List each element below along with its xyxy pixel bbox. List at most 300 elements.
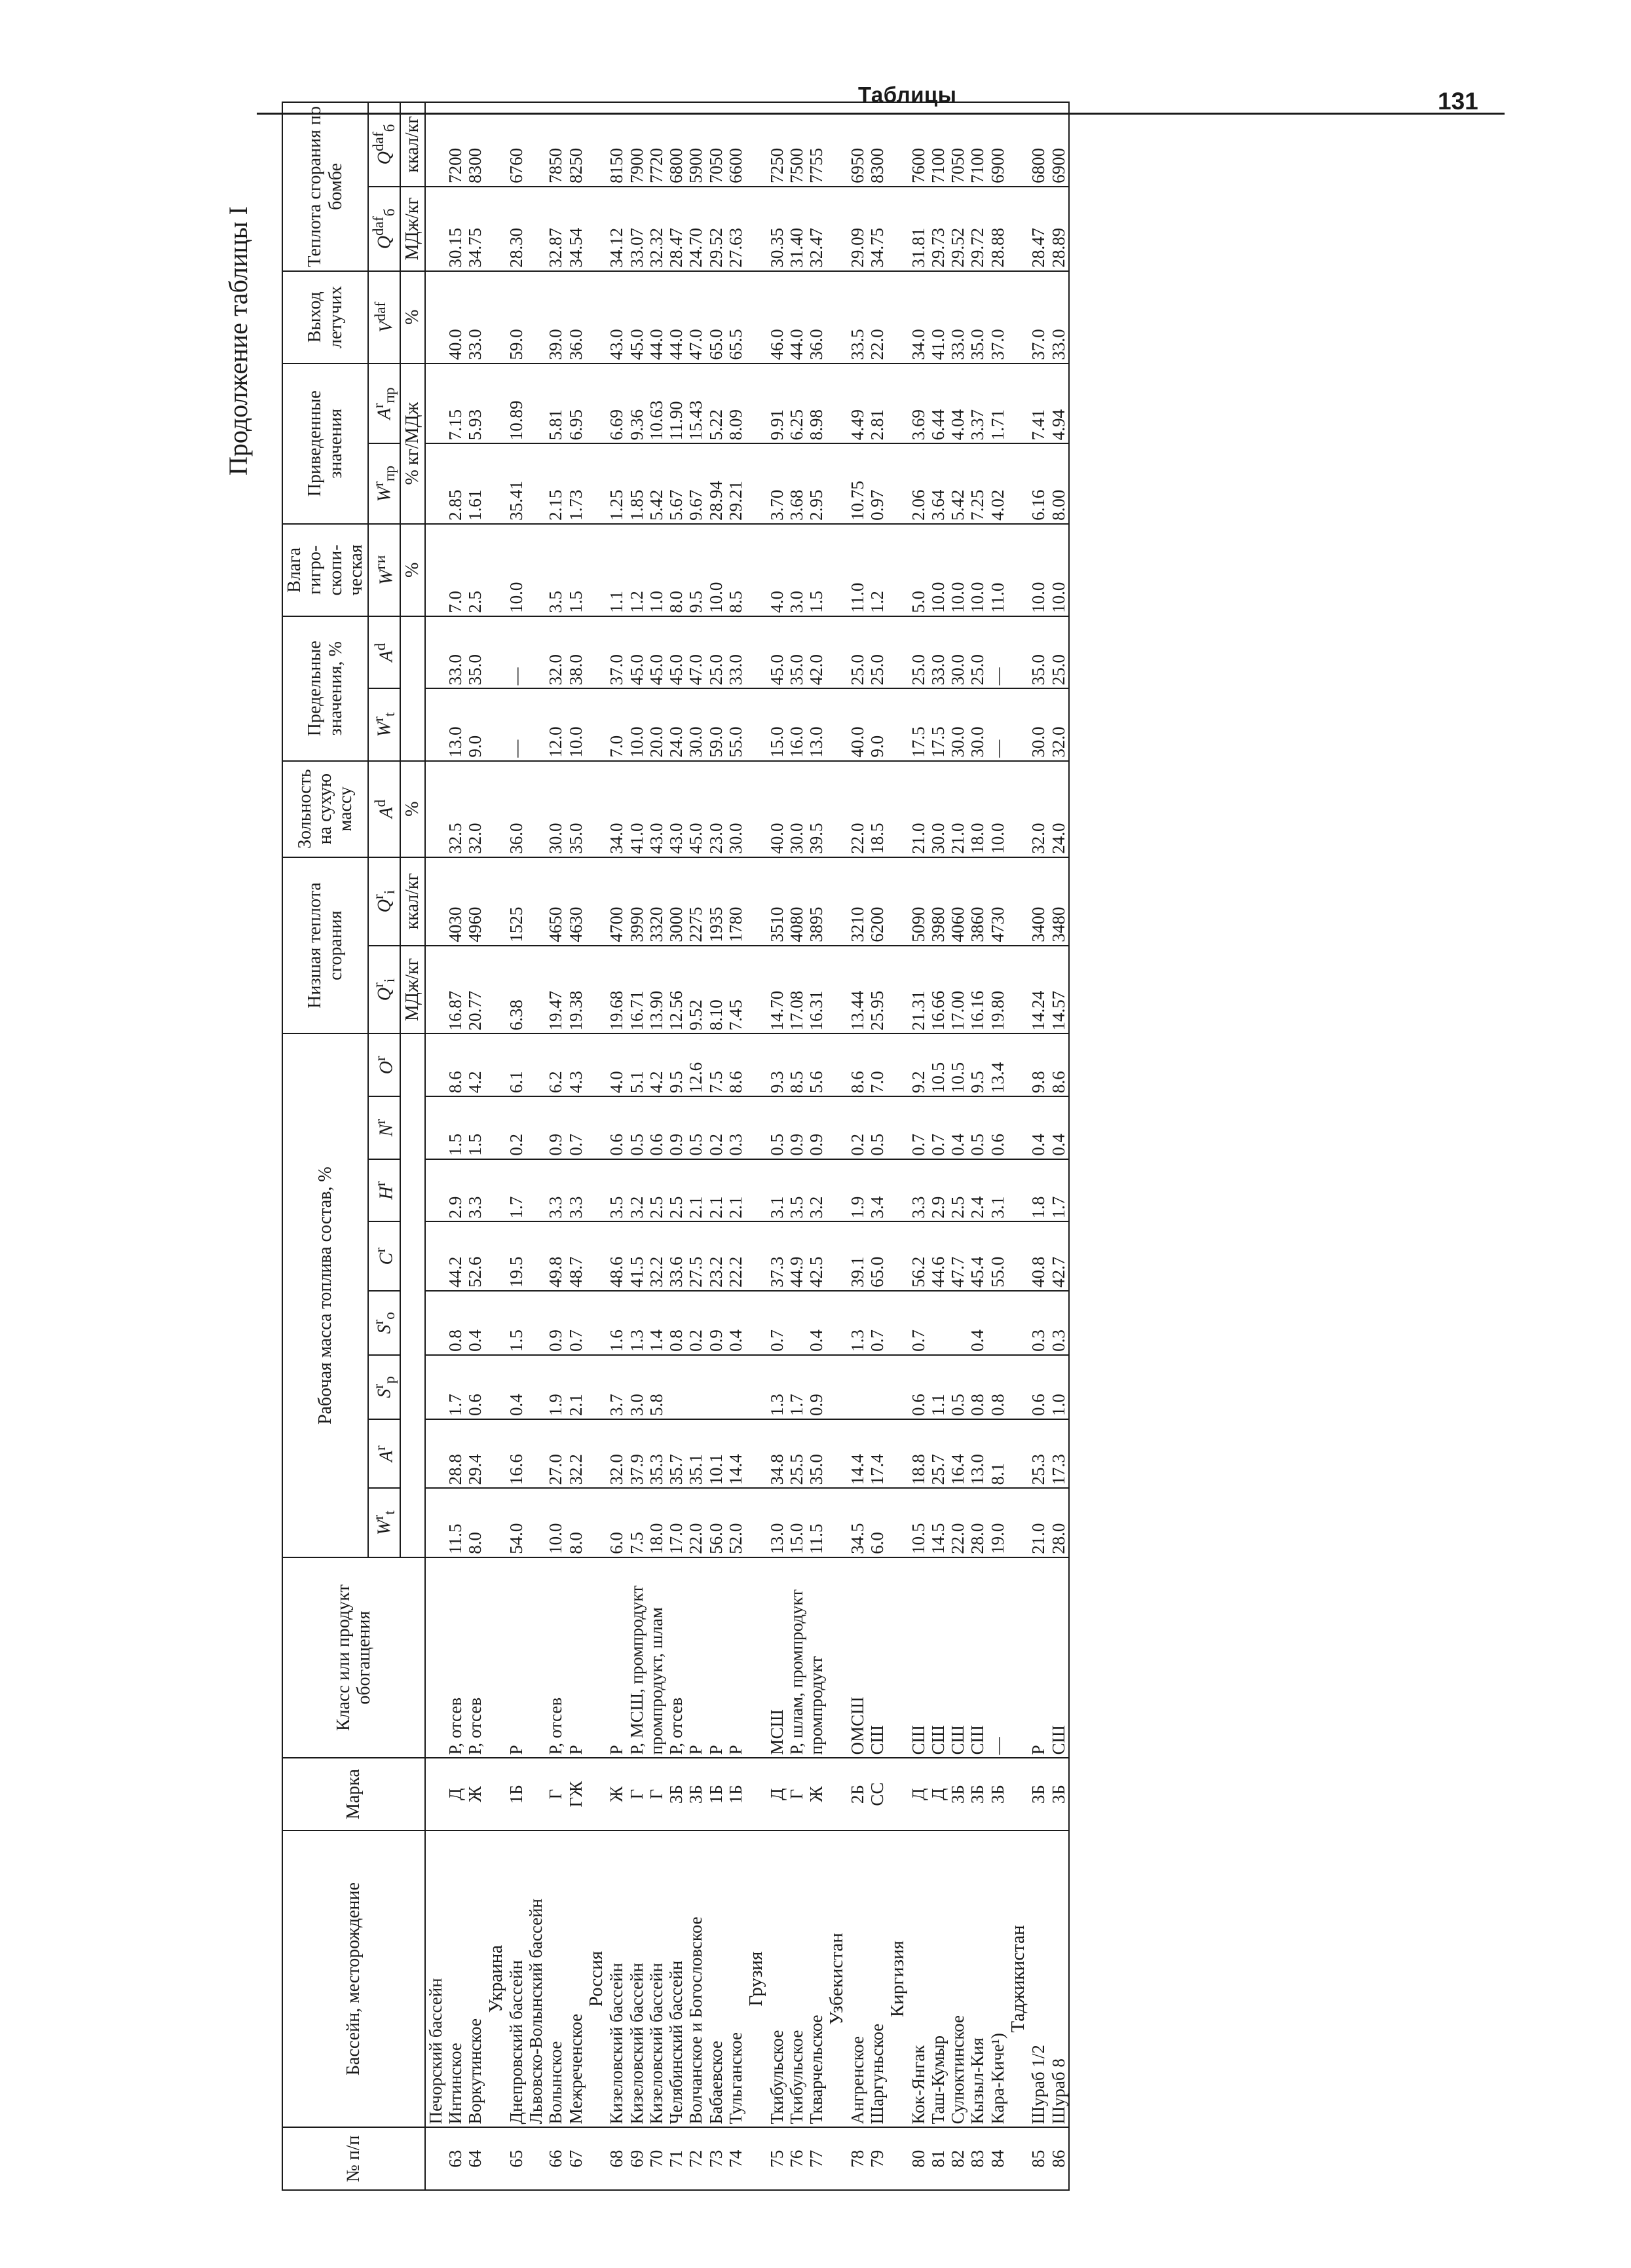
cell-qb2: 6800	[666, 102, 686, 187]
table-row	[506, 102, 526, 2190]
cell-la	[485, 616, 506, 688]
deposit-name: Ангренское	[848, 1831, 867, 2128]
cell-so: 1.6	[607, 1291, 626, 1355]
cell-o	[425, 1033, 445, 1096]
cell-wgi: 5.0	[909, 524, 928, 616]
cell-a: 17.3	[1049, 1419, 1069, 1488]
deposit-name: Сулюктинское	[948, 1831, 967, 2128]
coal-grade: Ж	[806, 1758, 826, 1830]
cell-klass	[1007, 1557, 1028, 1758]
unit-mj2: МДж/кг	[400, 187, 424, 271]
cell-w	[826, 1488, 847, 1557]
cell-ad: 23.0	[706, 761, 726, 857]
cell-wgi	[485, 524, 506, 616]
cell-wpr: 9.67	[686, 443, 705, 524]
cell-so: 0.7	[566, 1291, 586, 1355]
cell-v: 40.0	[445, 271, 465, 363]
cell-wpr: 29.21	[726, 443, 745, 524]
cell-klass	[826, 1557, 847, 1758]
cell-q2: 3860	[967, 857, 987, 946]
product-class: Р	[686, 1557, 705, 1758]
cell-ad	[745, 761, 766, 857]
row-number: 83	[967, 2127, 987, 2190]
cell-o: 9.2	[909, 1033, 928, 1096]
deposit-name: Таш-Кумыр	[928, 1831, 948, 2128]
cell-so	[526, 1291, 546, 1355]
cell-ad: 39.5	[806, 761, 826, 857]
region-name: Таджикистан	[1007, 1831, 1028, 2128]
cell-lw: 30.0	[1028, 688, 1048, 760]
cell-wgi: 10.0	[967, 524, 987, 616]
cell-c: 44.6	[928, 1221, 948, 1290]
table-body	[425, 102, 1069, 2190]
cell-ad: 30.0	[928, 761, 948, 857]
cell-qb2: 7600	[909, 102, 928, 187]
cell-c: 39.1	[848, 1221, 867, 1290]
cell-h: 3.2	[627, 1159, 647, 1222]
cell-so	[887, 1291, 908, 1355]
cell-so	[948, 1291, 967, 1355]
cell-la: 45.0	[647, 616, 666, 688]
cell-a	[1007, 1419, 1028, 1488]
cell-h	[887, 1159, 908, 1222]
cell-q2: 4730	[988, 857, 1007, 946]
cell-qb1: 28.89	[1049, 187, 1069, 271]
cell-la: 32.0	[546, 616, 565, 688]
cell-w: 19.0	[988, 1488, 1007, 1557]
cell-nn: 0.5	[867, 1096, 887, 1159]
cell-o: 10.5	[948, 1033, 967, 1096]
cell-q1: 16.71	[627, 946, 647, 1034]
cell-c	[826, 1221, 847, 1290]
deposit-name: Кизеловский бассейн	[647, 1831, 666, 2128]
cell-ad: 30.0	[726, 761, 745, 857]
cell-h: 3.4	[867, 1159, 887, 1222]
cell-so	[988, 1291, 1007, 1355]
unit-reduced: % кг/МДж	[400, 363, 424, 524]
cell-apr: 6.44	[928, 363, 948, 444]
cell-v: 35.0	[967, 271, 987, 363]
cell-sp	[848, 1355, 867, 1419]
cell-c: 32.2	[647, 1221, 666, 1290]
cell-o: 8.6	[726, 1033, 745, 1096]
cell-apr	[887, 363, 908, 444]
product-class: Р	[1028, 1557, 1048, 1758]
row-number: 69	[627, 2127, 647, 2190]
cell-wpr	[826, 443, 847, 524]
cell-qb1	[887, 187, 908, 271]
col-bomb-heat: Теплота сгорания по бомбе	[282, 102, 368, 271]
cell-qb2	[1007, 102, 1028, 187]
cell-la: 25.0	[848, 616, 867, 688]
sym-n: $N^r$	[368, 1096, 400, 1159]
cell-qb2: 6800	[1028, 102, 1048, 187]
product-class: Р, отсев	[666, 1557, 686, 1758]
cell-ad: 34.0	[607, 761, 626, 857]
sym-wgi: $W^{ги}$	[368, 524, 400, 616]
cell-lw: —	[506, 688, 526, 760]
cell-v: 44.0	[666, 271, 686, 363]
cell-v: 37.0	[988, 271, 1007, 363]
cell-marka	[1007, 1758, 1028, 1830]
cell-q2: 4960	[465, 857, 485, 946]
cell-q1: 16.87	[445, 946, 465, 1034]
cell-w: 11.5	[806, 1488, 826, 1557]
table-row	[1028, 102, 1048, 2190]
cell-ad: 41.0	[627, 761, 647, 857]
cell-apr: 6.95	[566, 363, 586, 444]
cell-wgi: 2.5	[465, 524, 485, 616]
cell-c	[887, 1221, 908, 1290]
cell-qb1: 29.52	[948, 187, 967, 271]
cell-la: 45.0	[627, 616, 647, 688]
cell-c	[425, 1221, 445, 1290]
cell-lw: 13.0	[806, 688, 826, 760]
cell-qb2: 6900	[988, 102, 1007, 187]
cell-v: 65.5	[726, 271, 745, 363]
cell-so: 0.3	[1028, 1291, 1048, 1355]
cell-sp	[887, 1355, 908, 1419]
cell-v: 44.0	[787, 271, 806, 363]
cell-ad: 18.5	[867, 761, 887, 857]
cell-c: 48.6	[607, 1221, 626, 1290]
cell-qb1	[425, 187, 445, 271]
cell-c: 44.2	[445, 1221, 465, 1290]
cell-q1: 20.77	[465, 946, 485, 1034]
cell-a: 16.4	[948, 1419, 967, 1488]
cell-a	[485, 1419, 506, 1488]
cell-wgi: 1.2	[867, 524, 887, 616]
cell-q1: 19.80	[988, 946, 1007, 1034]
cell-qb2: 7500	[787, 102, 806, 187]
cell-wpr: 5.67	[666, 443, 686, 524]
unit-kcal2: ккал/кг	[400, 102, 424, 187]
cell-wpr: 10.75	[848, 443, 867, 524]
cell-h: 1.8	[1028, 1159, 1048, 1222]
cell-ad	[826, 761, 847, 857]
cell-v	[526, 271, 546, 363]
cell-a: 37.9	[627, 1419, 647, 1488]
sym-la: $A^d$	[368, 616, 400, 688]
cell-c: 45.4	[967, 1221, 987, 1290]
cell-lw: 30.0	[686, 688, 705, 760]
cell-q2: 6200	[867, 857, 887, 946]
row-number: 63	[445, 2127, 465, 2190]
cell-lw: 7.0	[607, 688, 626, 760]
cell-wpr: 2.95	[806, 443, 826, 524]
cell-nn	[826, 1096, 847, 1159]
cell-sp: 5.8	[647, 1355, 666, 1419]
deposit-name: Кызыл-Кия	[967, 1831, 987, 2128]
cell-la	[586, 616, 607, 688]
cell-o	[826, 1033, 847, 1096]
cell-q1: 13.44	[848, 946, 867, 1034]
cell-qb1: 31.81	[909, 187, 928, 271]
cell-qb2: 7850	[546, 102, 565, 187]
cell-apr: 4.94	[1049, 363, 1069, 444]
cell-h: 3.2	[806, 1159, 826, 1222]
cell-q2	[526, 857, 546, 946]
cell-c: 22.2	[726, 1221, 745, 1290]
cell-so	[485, 1291, 506, 1355]
cell-a	[526, 1419, 546, 1488]
coal-grade: 1Б	[706, 1758, 726, 1830]
cell-nn: 0.5	[686, 1096, 705, 1159]
cell-q1	[586, 946, 607, 1034]
cell-klass	[745, 1557, 766, 1758]
cell-q1: 9.52	[686, 946, 705, 1034]
cell-so	[826, 1291, 847, 1355]
col-klass: Класс или продукт обогащения	[282, 1557, 425, 1758]
cell-q1: 13.90	[647, 946, 666, 1034]
cell-a: 34.8	[767, 1419, 787, 1488]
cell-q2: 4630	[566, 857, 586, 946]
cell-qb2	[485, 102, 506, 187]
cell-qb2: 6600	[726, 102, 745, 187]
deposit-name: Ткибульское	[767, 1831, 787, 2128]
cell-wgi: 3.5	[546, 524, 565, 616]
cell-qb1: 32.47	[806, 187, 826, 271]
cell-apr: 5.81	[546, 363, 565, 444]
cell-qb2	[887, 102, 908, 187]
coal-grade: Г	[546, 1758, 565, 1830]
cell-w: 18.0	[647, 1488, 666, 1557]
cell-h	[1007, 1159, 1028, 1222]
cell-lw: 10.0	[627, 688, 647, 760]
cell-so	[425, 1291, 445, 1355]
cell-qb1: 27.63	[726, 187, 745, 271]
cell-qb1: 24.70	[686, 187, 705, 271]
deposit-name: Интинское	[445, 1831, 465, 2128]
cell-v	[826, 271, 847, 363]
cell-w	[586, 1488, 607, 1557]
cell-v: 44.0	[647, 271, 666, 363]
cell-wgi	[526, 524, 546, 616]
cell-lw: 20.0	[647, 688, 666, 760]
cell-marka	[887, 1758, 908, 1830]
cell-la	[1007, 616, 1028, 688]
cell-w: 10.5	[909, 1488, 928, 1557]
cell-qb1: 28.47	[666, 187, 686, 271]
table-row	[767, 102, 787, 2190]
cell-h: 1.7	[1049, 1159, 1069, 1222]
cell-wgi: 10.0	[506, 524, 526, 616]
coal-grade: Д	[909, 1758, 928, 1830]
product-class: СШ	[928, 1557, 948, 1758]
table-row	[666, 102, 686, 2190]
cell-wgi: 1.0	[647, 524, 666, 616]
cell-q1: 14.70	[767, 946, 787, 1034]
cell-v: 65.0	[706, 271, 726, 363]
cell-wpr: 35.41	[506, 443, 526, 524]
cell-q2	[745, 857, 766, 946]
cell-h	[526, 1159, 546, 1222]
cell-ad: 40.0	[767, 761, 787, 857]
region-name: Киргизия	[887, 1831, 908, 2128]
col-limits: Предельные значения, %	[282, 616, 368, 761]
cell-v	[745, 271, 766, 363]
cell-wpr	[425, 443, 445, 524]
basin-name: Львовско-Волынский бассейн	[526, 1831, 546, 2128]
cell-h	[485, 1159, 506, 1222]
cell-sp: 0.6	[465, 1355, 485, 1419]
cell-nn: 1.5	[465, 1096, 485, 1159]
cell-la	[425, 616, 445, 688]
cell-w: 56.0	[706, 1488, 726, 1557]
cell-wgi: 11.0	[988, 524, 1007, 616]
cell-apr: 7.41	[1028, 363, 1048, 444]
cell-la	[526, 616, 546, 688]
table-row	[706, 102, 726, 2190]
coal-grade: 3Б	[1028, 1758, 1048, 1830]
cell-wgi: 10.0	[706, 524, 726, 616]
cell-klass	[887, 1557, 908, 1758]
cell-wgi	[745, 524, 766, 616]
cell-o: 9.5	[967, 1033, 987, 1096]
cell-so: 0.7	[867, 1291, 887, 1355]
product-class: Р	[706, 1557, 726, 1758]
cell-w: 52.0	[726, 1488, 745, 1557]
cell-q1	[526, 946, 546, 1034]
cell-wpr: 4.02	[988, 443, 1007, 524]
cell-h: 3.1	[988, 1159, 1007, 1222]
col-ash: Зольность на сухую массу	[282, 761, 368, 857]
cell-wgi: 7.0	[445, 524, 465, 616]
cell-v: 33.0	[948, 271, 967, 363]
product-class: промпродукт, шлам	[647, 1557, 666, 1758]
cell-ad	[887, 761, 908, 857]
cell-v: 36.0	[566, 271, 586, 363]
cell-sp: 1.1	[928, 1355, 948, 1419]
sym-sp: $S^r_p$	[368, 1355, 400, 1419]
cell-qb2: 7050	[948, 102, 967, 187]
cell-o	[887, 1033, 908, 1096]
cell-la: 47.0	[686, 616, 705, 688]
table-row	[726, 102, 745, 2190]
cell-la: 45.0	[767, 616, 787, 688]
cell-o: 9.3	[767, 1033, 787, 1096]
cell-h	[826, 1159, 847, 1222]
col-work-mass: Рабочая масса топлива состав, %	[282, 1033, 368, 1557]
cell-apr	[586, 363, 607, 444]
cell-o: 4.3	[566, 1033, 586, 1096]
cell-o: 9.5	[666, 1033, 686, 1096]
cell-q1: 19.68	[607, 946, 626, 1034]
cell-w: 14.5	[928, 1488, 948, 1557]
cell-a: 14.4	[726, 1419, 745, 1488]
cell-lw: 24.0	[666, 688, 686, 760]
cell-c	[745, 1221, 766, 1290]
cell-wpr	[887, 443, 908, 524]
deposit-name: Кок-Янгак	[909, 1831, 928, 2128]
cell-so	[745, 1291, 766, 1355]
deposit-name: Межреченское	[566, 1831, 586, 2128]
cell-sp: 0.6	[1028, 1355, 1048, 1419]
cell-qb2: 7900	[627, 102, 647, 187]
cell-ad: 32.0	[1028, 761, 1048, 857]
cell-o: 4.2	[465, 1033, 485, 1096]
cell-ad	[526, 761, 546, 857]
cell-q2	[485, 857, 506, 946]
cell-apr: 4.49	[848, 363, 867, 444]
cell-so: 1.3	[627, 1291, 647, 1355]
cell-wpr: 5.42	[647, 443, 666, 524]
sym-v: $V^{daf}$	[368, 271, 400, 363]
cell-la: 33.0	[445, 616, 465, 688]
cell-o: 8.6	[848, 1033, 867, 1096]
product-class: Р	[566, 1557, 586, 1758]
region-name: Узбекистан	[826, 1831, 847, 2128]
cell-w: 7.5	[627, 1488, 647, 1557]
product-class: Р	[726, 1557, 745, 1758]
cell-w	[425, 1488, 445, 1557]
cell-qb1	[1007, 187, 1028, 271]
cell-lw	[1007, 688, 1028, 760]
table-row	[909, 102, 928, 2190]
table-row	[445, 102, 465, 2190]
cell-h: 3.3	[566, 1159, 586, 1222]
sym-apr: $A^r_{пр}$	[368, 363, 400, 444]
cell-ad: 18.0	[967, 761, 987, 857]
coal-grade: ГЖ	[566, 1758, 586, 1830]
cell-wgi	[1007, 524, 1028, 616]
table-row	[647, 102, 666, 2190]
cell-la: 37.0	[607, 616, 626, 688]
cell-sp: 2.1	[566, 1355, 586, 1419]
sym-qb2: $Q^{daf}_б$	[368, 102, 400, 187]
table-row	[988, 102, 1007, 2190]
cell-o	[745, 1033, 766, 1096]
cell-a: 28.8	[445, 1419, 465, 1488]
cell-v: 34.0	[909, 271, 928, 363]
cell-apr: 5.93	[465, 363, 485, 444]
cell-h: 3.3	[909, 1159, 928, 1222]
region-row	[1007, 102, 1028, 2190]
coal-grade: Г	[627, 1758, 647, 1830]
cell-v: 41.0	[928, 271, 948, 363]
cell-c: 19.5	[506, 1221, 526, 1290]
unit-moisture-pct: %	[400, 524, 424, 616]
cell-ad: 43.0	[647, 761, 666, 857]
cell-a: 8.1	[988, 1419, 1007, 1488]
cell-so: 0.7	[767, 1291, 787, 1355]
cell-lw: 30.0	[948, 688, 967, 760]
cell-w: 22.0	[686, 1488, 705, 1557]
cell-klass	[526, 1557, 546, 1758]
sym-wpr: $W^r_{пр}$	[368, 443, 400, 524]
deposit-name: Кизеловский бассейн	[627, 1831, 647, 2128]
basin-row	[526, 102, 546, 2190]
cell-so: 0.9	[546, 1291, 565, 1355]
cell-o: 10.5	[928, 1033, 948, 1096]
row-number: 74	[726, 2127, 745, 2190]
cell-la: 25.0	[909, 616, 928, 688]
table-row	[787, 102, 806, 2190]
cell-q1: 16.31	[806, 946, 826, 1034]
coal-grade: 1Б	[726, 1758, 745, 1830]
sym-o: $O^r$	[368, 1033, 400, 1096]
cell-o: 4.0	[607, 1033, 626, 1096]
cell-la: 25.0	[706, 616, 726, 688]
cell-apr: 9.91	[767, 363, 787, 444]
cell-apr	[425, 363, 445, 444]
cell-qb2: 8150	[607, 102, 626, 187]
cell-sp: 0.9	[806, 1355, 826, 1419]
deposit-name: Шураб 8	[1049, 1831, 1069, 2128]
cell-sp	[425, 1355, 445, 1419]
cell-wpr	[485, 443, 506, 524]
cell-wgi: 9.5	[686, 524, 705, 616]
